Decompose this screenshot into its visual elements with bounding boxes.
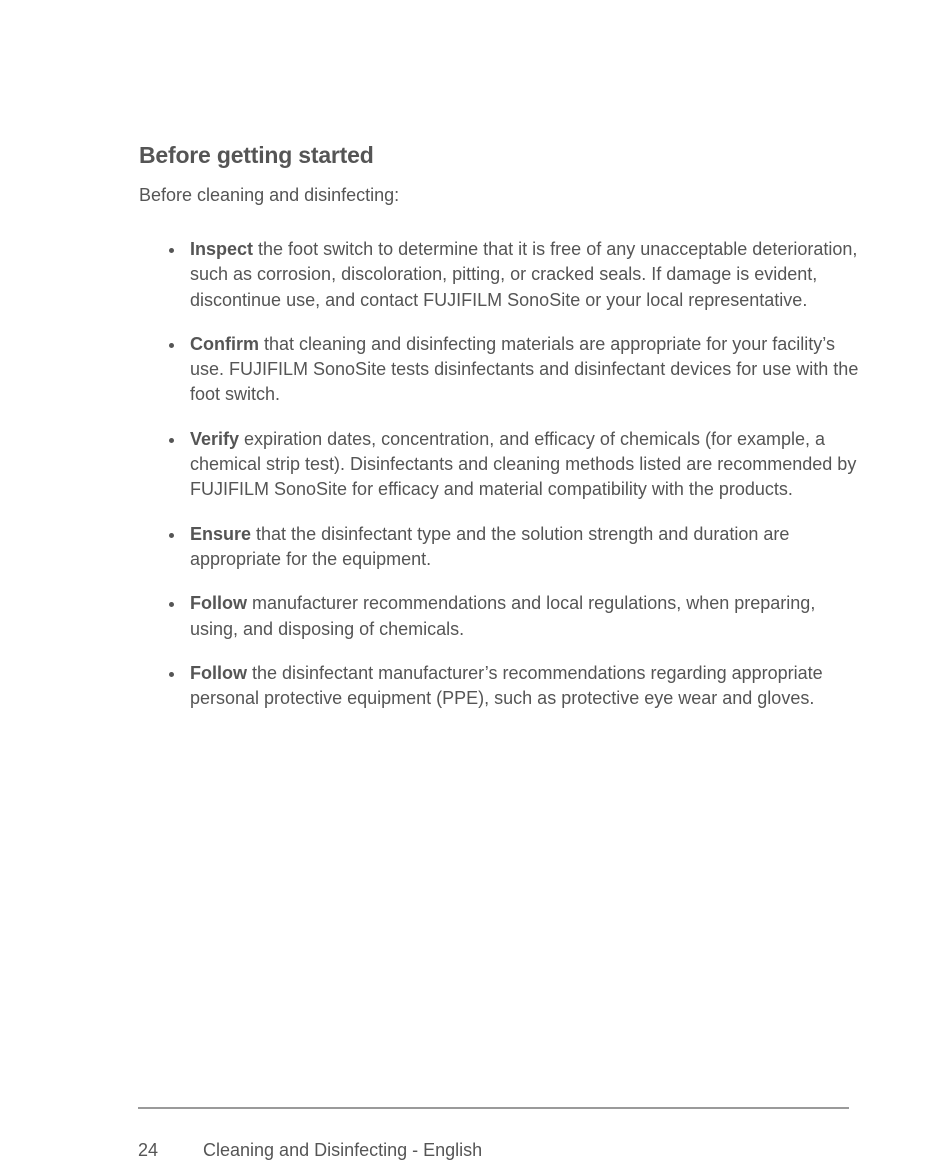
bullet-keyword: Verify [190,428,240,449]
bullet-text: that the disinfectant type and the solution strength and duration are appropriate for the equipment. [190,523,790,569]
page-number: 24 [138,1140,159,1160]
precaution-list [168,237,868,730]
bullet-keyword: Confirm [190,333,259,354]
footer-divider [138,1107,849,1109]
section-heading: Before getting started [139,142,374,168]
bullet-keyword: Follow [190,593,247,614]
list-item [168,591,868,642]
bullet-icon [169,533,174,538]
bullet-icon [169,672,174,677]
list-item [168,427,868,503]
footer-section-title: Cleaning and Disinfecting - English [203,1140,483,1160]
intro-text: Before cleaning and disinfecting: [139,185,400,205]
bullet-icon [169,602,174,607]
bullet-text: that cleaning and disinfecting materials are appropriate for your facility’s use. FUJIFILM SonoSite tests disinfectants and disinfectant devices for use with the foot switch. [190,333,859,405]
list-item [168,661,868,712]
bullet-icon [169,248,174,253]
bullet-text: the disinfectant manufacturer’s recommendations regarding appropriate personal protective equipment (PPE), such as protective eye wear and gloves. [190,662,823,709]
bullet-icon [169,343,174,348]
bullet-keyword: Ensure [190,523,252,544]
bullet-text: expiration dates, concentration, and efficacy of chemicals (for example, a chemical strip test). Disinfectants and cleaning methods listed are recommended by FUJIFILM SonoSite for efficacy and material compatibility with the products. [190,428,857,500]
list-item [168,522,868,573]
bullet-icon [169,438,174,443]
bullet-text: manufacturer recommendations and local regulations, when preparing, using, and disposing of chemicals. [190,593,816,639]
bullet-text: the foot switch to determine that it is free of any unacceptable deterioration, such as corrosion, discoloration, pitting, or cracked seals. If damage is evident, discontinue use, and contact FUJIFILM SonoSite or your local representative. [190,239,858,310]
list-item [168,332,868,408]
bullet-keyword: Follow [190,662,247,683]
page-footer [138,1140,482,1161]
bullet-keyword: Inspect [190,239,254,259]
list-item [168,237,868,313]
